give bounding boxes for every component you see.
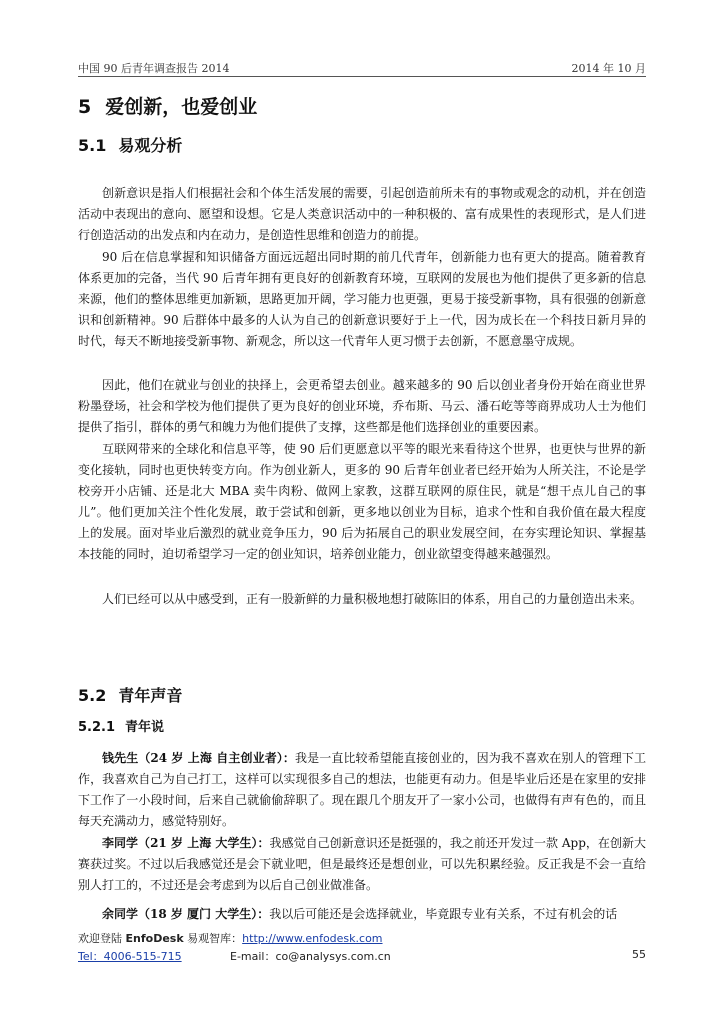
section-title: 青年说 [125, 720, 165, 735]
section-number: 5 [78, 96, 92, 118]
quote-speaker: 李同学（21 岁 上海 大学生）： [102, 836, 270, 850]
paragraph-1: 创新意识是指人们根据社会和个体生活发展的需要，引起创造前所未有的事物或观念的动机，并在创造活动中表现出的意向、愿望和设想。它是人类意识活动中的一种积极的、富有成果性的表现形式，是人们进行创造活动的出发点和内在动力，是创造性思维和创造力的前提。 [78, 186, 646, 242]
quote-speaker: 钱先生（24 岁 上海 自主创业者）： [102, 751, 296, 765]
section-number: 5.1 [78, 136, 107, 155]
footer-website-line [78, 930, 646, 946]
quote-speaker: 余同学（18 岁 厦门 大学生）： [102, 907, 270, 921]
section-5-heading [78, 92, 257, 119]
footer-think-tank: 易观智库： [183, 932, 243, 945]
section-title: 青年声音 [118, 686, 183, 705]
paragraph-3: 因此，他们在就业与创业的抉择上，会更希望去创业。越来越多的 90 后以创业者身份开始在商业世界粉墨登场，社会和学校为他们提供了更为良好的创业环境，乔布斯、马云、潘石屹等等商界成功人士为他们提供了指引，群体的勇气和魄力为他们提供了支撑，这些都是他们选择创业的重要因素。 [78, 378, 646, 434]
paragraph-5: 人们已经可以从中感受到，正有一股新鲜的力量积极地想打破陈旧的体系，用自己的力量创造出未来。 [102, 592, 643, 606]
quote-1 [78, 748, 646, 832]
section-number: 5.2.1 [78, 720, 116, 735]
quote-text: 我感觉自己创新意识还是挺强的，我之前还开发过一款 App，在创新大赛获过奖。不过以后我感觉还是会下就业吧，但是最终还是想创业，可以先积累经验。反正我是不会一直给别人打工的，不过还是会考虑到为以后自己创业做准备。 [78, 836, 646, 892]
footer-url-link[interactable]: http://www.enfodesk.com [242, 932, 383, 945]
section-5-2-heading [78, 683, 182, 706]
quote-text: 我以后可能还是会选择就业，毕竟跟专业有关系，不过有机会的话 [269, 907, 618, 921]
quote-text: 我是一直比较希望能直接创业的，因为我不喜欢在别人的管理下工作，我喜欢自己为自己打工，这样可以实现很多自己的想法，也能更有动力。但是毕业后还是在家里的安排下工作了一小段时间，后来自己就偷偷辞职了。现在跟几个朋友开了一家小公司，也做得有声有色的，而且每天充满动力，感觉特别好。 [78, 751, 646, 828]
footer-email: E-mail：co@analysys.com.cn [230, 950, 391, 963]
section-title: 爱创新，也爱创业 [105, 96, 258, 118]
header-title: 中国 90 后青年调查报告 2014 [78, 62, 230, 75]
footer-contact-line [78, 948, 646, 964]
section-5-1-heading [78, 133, 182, 156]
running-header [78, 58, 646, 77]
paragraph-2: 90 后在信息掌握和知识储备方面远远超出同时期的前几代青年，创新能力也有更大的提高。随着教育体系更加的完备，当代 90 后青年拥有更良好的创新教育环境，互联网的发展也为他们提供了更多新的信息来源，他们的整体思维更加新颖，思路更加开阔，学习能力也更强，更易于接受新事物，具有很强的创新意识和创新精神。90 后群体中最多的人认为自己的创新意识要好于上一代，因为成长在一个科技日新月异的时代，每天不断地接受新事物、新观念，所以这一代青年人更习惯于去创新，不愿意墨守成规。 [78, 250, 646, 348]
section-number: 5.2 [78, 686, 107, 705]
section-5-2-1-heading [78, 716, 164, 735]
footer-brand: EnfoDesk [125, 932, 184, 945]
section-title: 易观分析 [118, 136, 183, 155]
header-date: 2014 年 10 月 [571, 62, 646, 75]
footer-welcome: 欢迎登陆 [78, 932, 126, 945]
quote-3 [78, 904, 646, 925]
quote-2 [78, 833, 646, 896]
paragraph-4: 互联网带来的全球化和信息平等，使 90 后们更愿意以平等的眼光来看待这个世界，也更快与世界的新变化接轨，同时也更快转变方向。作为创业新人，更多的 90 后青年创业者已经开始为人所关注，不论是学校旁开小店铺、还是北大 MBA 卖牛肉粉、做网上家教，这群互联网的原住民，就是“想干点儿自己的事儿”。他们更加关注个性化发展，敢于尝试和创新，更多地以创业为目标，追求个性和自我价值在最大程度上的发展。面对毕业后激烈的就业竞争压力，90 后为拓展自己的职业发展空间，在夯实理论知识、掌握基本技能的同时，迫切希望学习一定的创业知识，培养创业能力，创业欲望变得越来越强烈。 [78, 442, 646, 561]
footer-tel[interactable]: Tel：4006-515-715 [78, 950, 182, 963]
page-number: 55 [632, 948, 646, 961]
